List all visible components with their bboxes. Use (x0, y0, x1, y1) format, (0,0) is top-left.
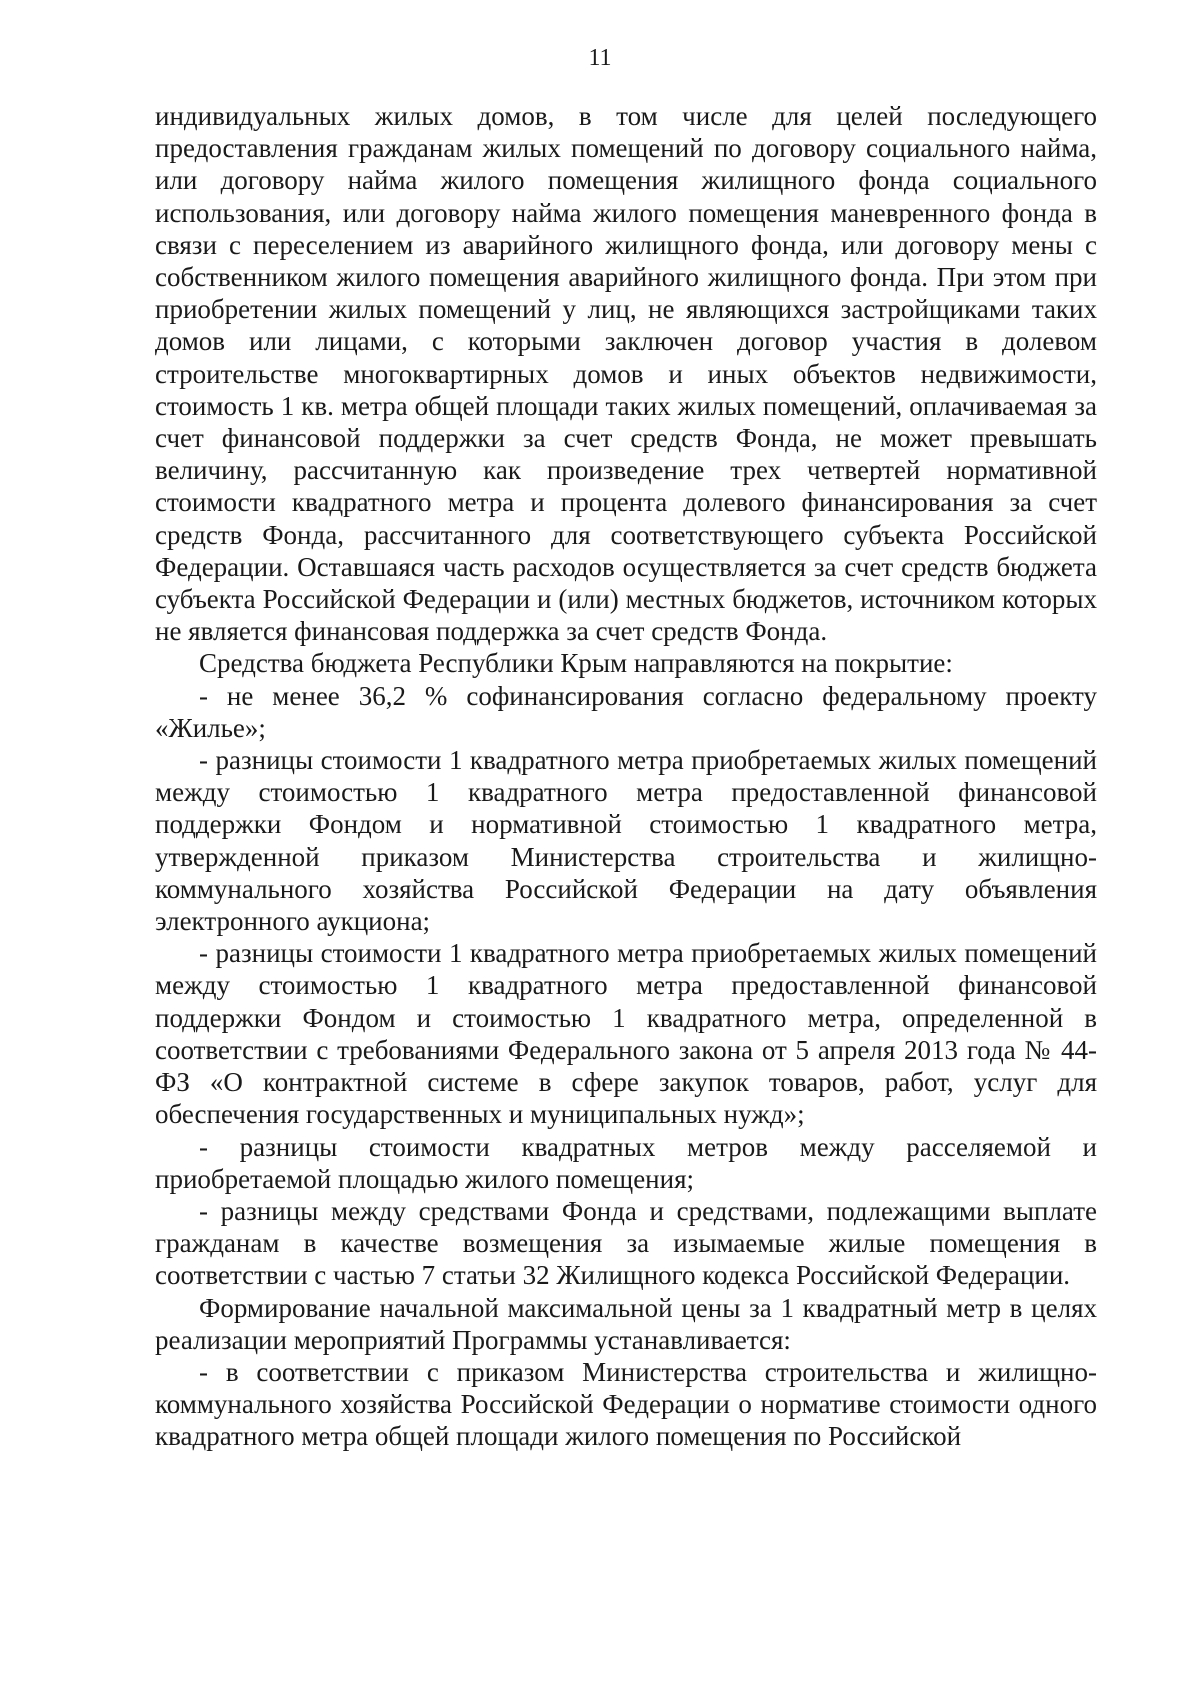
list-item-compensation-difference: - разницы между средствами Фонда и средствами, подлежащими выплате гражданам в качестве возмещения за изымаемые жилые помещения в соответствии с частью 7 статьи 32 Жилищного кодекса Российской Федерации. (155, 1195, 1097, 1291)
document-body (155, 100, 1097, 1453)
page-number: 11 (588, 45, 612, 71)
list-item-cofinancing: - не менее 36,2 % софинансирования согласно федеральному проекту «Жилье»; (155, 680, 1097, 743)
list-item-area-difference: - разницы стоимости квадратных метров между расселяемой и приобретаемой площадью жилого помещения; (155, 1131, 1097, 1194)
paragraph-max-price-formation: Формирование начальной максимальной цены за 1 квадратный метр в целях реализации мероприятий Программы устанавливается: (155, 1292, 1097, 1355)
list-item-44fz-cost-difference: - разницы стоимости 1 квадратного метра приобретаемых жилых помещений между стоимостью 1 квадратного метра предоставленной финансовой поддержки Фондом и стоимостью 1 квадратного метра, определенной в соответствии с требованиями Федерального закона от 5 апреля 2013 года № 44-ФЗ «О контрактной системе в сфере закупок товаров, работ, услуг для обеспечения государственных и муниципальных нужд»; (155, 938, 1097, 1130)
list-item-ministry-order: - в соответствии с приказом Министерства строительства и жилищно-коммунального хозяйства Российской Федерации о нормативе стоимости одного квадратного метра общей площади жилого помещения по Российской (155, 1356, 1097, 1452)
paragraph-budget-funds-intro: Средства бюджета Республики Крым направляются на покрытие: (199, 648, 953, 679)
paragraph-continuation: индивидуальных жилых домов, в том числе для целей последующего предоставления гражданам жилых помещений по договору социального найма, или договору найма жилого помещения жилищного фонда социального использования, или договору найма жилого помещения маневренного фонда в связи с переселением из аварийного жилищного фонда, или договору мены с собственником жилого помещения аварийного жилищного фонда. При этом при приобретении жилых помещений у лиц, не являющихся застройщиками таких домов или лицами, с которыми заключен договор участия в долевом строительстве многоквартирных домов и иных объектов недвижимости, стоимость 1 кв. метра общей площади таких жилых помещений, оплачиваемая за счет финансовой поддержки за счет средств Фонда, не может превышать величину, рассчитанную как произведение трех четвертей нормативной стоимости квадратного метра и процента долевого финансирования за счет средств Фонда, рассчитанного для соответствующего субъекта Российской Федерации. Оставшаяся часть расходов осуществляется за счет средств бюджета субъекта Российской Федерации и (или) местных бюджетов, источником которых не является финансовая поддержка за счет средств Фонда. (155, 101, 1097, 647)
list-item-normative-cost-difference: - разницы стоимости 1 квадратного метра приобретаемых жилых помещений между стоимостью 1 квадратного метра предоставленной финансовой поддержки Фондом и нормативной стоимостью 1 квадратного метра, утвержденной приказом Министерства строительства и жилищно-коммунального хозяйства Российской Федерации на дату объявления электронного аукциона; (155, 745, 1097, 937)
